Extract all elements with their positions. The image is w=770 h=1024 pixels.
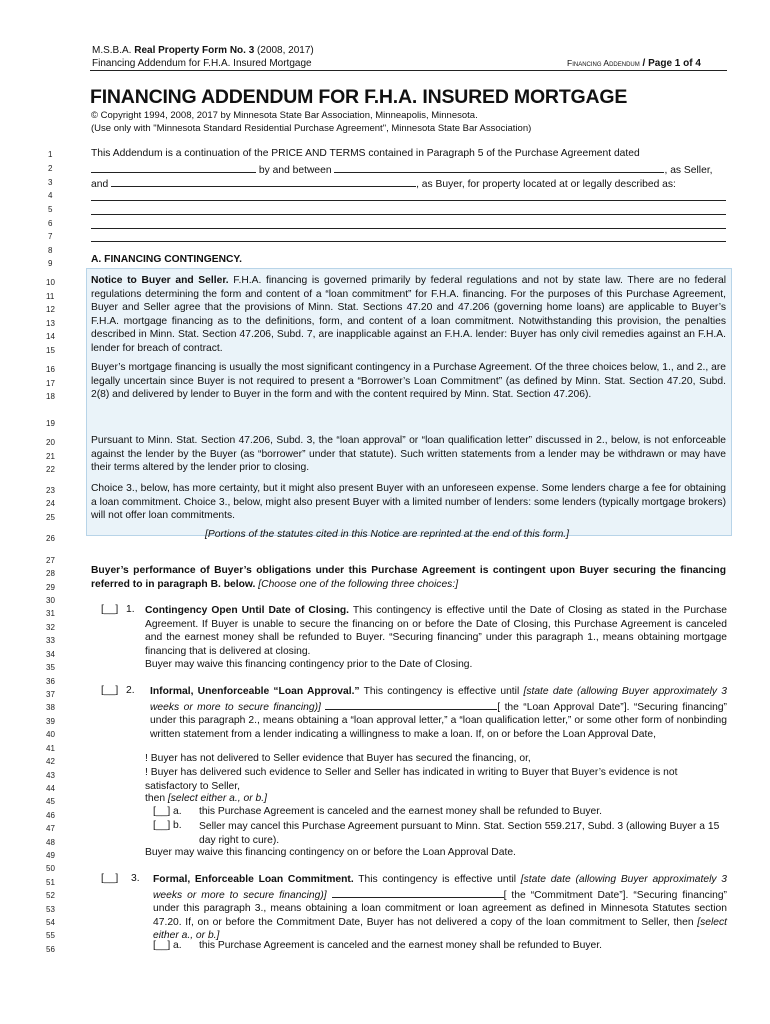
as-seller-label: , as Seller, [664,165,713,176]
as-buyer-label: , as Buyer, for property located at or legally described as: [416,179,676,190]
line-number: 40 [46,730,55,739]
line-number: 19 [46,419,55,428]
buyer-name-field[interactable] [111,176,416,187]
line-number: 44 [46,784,55,793]
line-number: 50 [46,864,55,873]
header-right [567,58,701,69]
line-number: 5 [48,205,53,214]
intro-line-3 [91,176,676,190]
line-number: 36 [46,677,55,686]
line-number: 41 [46,744,55,753]
line-number: 53 [46,905,55,914]
header-subtitle: Financing Addendum for F.H.A. Insured Mortgage [92,58,312,69]
choice-2-text-b: “Securing financing” under this paragraph 2., means obtaining a “loan approval letter,” a “loan qualification letter,” or some other form of nonbinding written statement from a lender indicating a willingness to make a loan. If, on or before the Loan Approval Date, [150,701,727,740]
line-number: 23 [46,486,55,495]
choice-2-option-a-text: this Purchase Agreement is canceled and the earnest money shall be refunded to Buyer. [199,806,602,817]
line-number: 10 [46,278,55,287]
line-number: 22 [46,465,55,474]
choice-2-option-b-text: Seller may cancel this Purchase Agreement pursuant to Minn. Stat. Section 559.217, Subd. 3 (allowing Buyer a 15 day right to cure). [199,821,720,846]
purchase-agreement-date-field[interactable] [91,162,256,173]
line-number: 43 [46,771,55,780]
line-number: 15 [46,346,55,355]
statutes-note: [Portions of the statutes cited in this Notice are reprinted at the end of this form.] [205,529,570,540]
line-number: 24 [46,499,55,508]
header-years: (2008, 2017) [257,45,314,56]
line-number: 21 [46,452,55,461]
notice-lead: Notice to Buyer and Seller. [91,275,229,286]
by-and-between-label: by and between [258,165,332,176]
line-number: 33 [46,636,55,645]
intro-line-1: This Addendum is a continuation of the PRICE AND TERMS contained in Paragraph 5 of the Purchase Agreement dated [91,148,640,159]
choice-3-option-a-text: this Purchase Agreement is canceled and the earnest money shall be refunded to Buyer. [199,940,602,951]
line-number: 32 [46,623,55,632]
line-number: 48 [46,838,55,847]
line-number: 51 [46,878,55,887]
line-number: 4 [48,191,53,200]
page-title: FINANCING ADDENDUM FOR F.H.A. INSURED MORTGAGE [90,86,628,108]
choice-1-waive: Buyer may waive this financing contingency prior to the Date of Closing. [145,659,473,670]
intro-line-2 [91,162,713,176]
choice-1-text: This contingency is effective until the Date of Closing as stated in the Purchase Agreement. If Buyer is unable to secure the financing on or before the Date of Closing, this Purchase Agreement is canceled and the earnest money shall be refunded to Buyer. “Securing financing” under this paragraph 1., means obtaining mortgage financing that is delivered at closing. [145,605,727,657]
line-number: 26 [46,534,55,543]
notice-text: F.H.A. financing is governed primarily by federal regulations and not by state law. There are no federal regulations determining the form and content of a “loan commitment” for F.H.A. financing. For the purposes of this Purchase Agreement, Buyer and Seller agree that the provisions of Minn. Stat. Sections 47.20 and 47.206 (governing home loans) are applicable to Buyer’s F.H.A. mortgage financing as to the definitions, form, and content of a loan commitment. Notwithstanding this provision, the penalties described in Minn. Stat. Section 47.206, Subd. 7, are inapplicable against an F.H.A. lender: Buyer has only civil remedies against an F.H.A. lender for breach of contract. [91,275,727,354]
property-description-line[interactable] [91,228,726,229]
header-right-label: Financing Addendum [567,58,640,68]
choice-1-checkbox[interactable]: [__] [101,604,119,615]
line-number: 49 [46,851,55,860]
choice-3-select: [select either a., or b.] [153,916,727,941]
choice-1-body [145,604,727,658]
choice-2-bullet-2: ! Buyer has delivered such evidence to Seller and Seller has indicated in writing to Buyer that Buyer’s evidence is not satisfactory to Seller, [145,767,678,792]
header-form-name: Real Property Form No. 3 [134,45,255,56]
line-number: 45 [46,797,55,806]
line-number: 52 [46,891,55,900]
usage-note: (Use only with "Minnesota Standard Residential Purchase Agreement", Minnesota State Bar Association) [91,123,532,134]
line-number: 13 [46,319,55,328]
property-description-line[interactable] [91,200,726,201]
line-number: 18 [46,392,55,401]
line-number: 2 [48,164,53,173]
line-number: 46 [46,811,55,820]
header-page: / Page 1 of 4 [642,58,701,69]
line-number: 38 [46,703,55,712]
choice-3-bracket: [ the “Commitment Date”]. [503,889,629,901]
line-number: 31 [46,609,55,618]
commitment-date-field[interactable] [332,887,504,898]
seller-name-field[interactable] [334,162,664,173]
notice-paragraph-1 [91,274,726,355]
line-number: 11 [46,292,55,301]
performance-paragraph [91,564,726,591]
choice-1-heading: Contingency Open Until Date of Closing. [145,605,350,616]
line-number: 9 [48,259,53,268]
choice-3-number: 3. [131,873,140,884]
choice-2-select: [select either a., or b.] [167,793,267,804]
choice-3-text-b: “Securing financing” under this paragraph 3., means obtaining a loan commitment or loan agreement as defined in Minnesota Statutes section 47.20. If, on or before the Commitment Date, Buyer has not delivered a copy of the loan commitment to Seller, then [153,889,727,928]
line-number: 14 [46,332,55,341]
line-number: 6 [48,219,53,228]
choice-2-then: then [145,793,166,804]
choice-2-then-line [145,793,267,804]
statutes-note-wrap [205,529,569,540]
line-number: 55 [46,931,55,940]
notice-paragraph-3: Pursuant to Minn. Stat. Section 47.206, Subd. 3, the “loan approval” or “loan qualification letter” discussed in 2., below, is not enforceable against the lender by the Buyer (as “borrower” under that statute). Such written statements from a lender may be withdrawn or may have their terms altered by the lender prior to closing. [91,435,726,473]
line-number: 37 [46,690,55,699]
choice-3-heading: Formal, Enforceable Loan Commitment. [153,874,354,885]
and-label: and [91,179,109,190]
line-number: 47 [46,824,55,833]
line-number: 56 [46,945,55,954]
line-number: 25 [46,513,55,522]
form-header [92,45,314,56]
choice-2-waive: Buyer may waive this financing contingency on or before the Loan Approval Date. [145,847,516,858]
choice-3-instruction: [state date (allowing Buyer approximately 3 weeks or more to secure financing)] [153,874,727,901]
loan-approval-date-field[interactable] [325,699,497,710]
line-number: 8 [48,246,53,255]
choice-2-body [150,685,727,741]
header-rule [90,70,727,71]
line-number: 7 [48,232,53,241]
notice-paragraph-4: Choice 3., below, has more certainty, but it might also present Buyer with an unforeseen expense. Some lenders charge a fee for obtaining a loan commitment. Choice 3., below, might also present Buyer with a limited number of lenders: some lenders (typically mortgage brokers) will not offer loan commitments. [91,483,726,521]
notice-paragraph-2: Buyer’s mortgage financing is usually the most significant contingency in a Purchase Agreement. Of the three choices below, 1., and 2., are legally uncertain since Buyer is not required to present a “Borrower’s Loan Commitment” (as defined by Minn. Stat. Section 47.20, Subd. 2(8) and delivered by lender to Buyer in the form and with the content required by Minn. Stat. Section 47.206). [91,362,726,400]
choice-2-checkbox[interactable]: [__] [101,685,119,696]
choice-2-option-a-checkbox[interactable]: [__] a. [153,806,182,817]
choice-1-number: 1. [126,604,135,615]
choice-2-bullet-1: ! Buyer has not delivered to Seller evidence that Buyer has secured the financing, or, [145,753,531,764]
property-description-line[interactable] [91,214,726,215]
choice-3-body [153,873,727,943]
choice-2-bracket: [ the “Loan Approval Date”]. [497,701,630,713]
section-a-heading: A. FINANCING CONTINGENCY. [91,254,243,265]
line-number: 28 [46,569,55,578]
choice-2-text-a: This contingency is effective until [363,686,520,697]
choice-2-option-b-checkbox[interactable]: [__] b. [153,820,182,831]
property-description-line[interactable] [91,241,726,242]
line-number: 34 [46,650,55,659]
line-number: 29 [46,583,55,592]
choice-3-option-a-checkbox[interactable]: [__] a. [153,940,182,951]
line-number: 17 [46,379,55,388]
choice-2-heading: Informal, Unenforceable “Loan Approval.” [150,686,360,697]
line-number: 30 [46,596,55,605]
line-number: 20 [46,438,55,447]
choice-3-text-a: This contingency is effective until [358,874,517,885]
line-number: 35 [46,663,55,672]
choice-2-number: 2. [126,685,135,696]
choice-2-instruction: [state date (allowing Buyer approximately 3 weeks or more to secure financing)] [150,686,727,713]
choose-instruction: [Choose one of the following three choices:] [258,578,459,590]
line-number: 54 [46,918,55,927]
line-number: 12 [46,305,55,314]
choice-3-checkbox[interactable]: [__] [101,873,119,884]
header-org: M.S.B.A. [92,45,132,56]
line-number: 27 [46,556,55,565]
line-number: 1 [48,150,53,159]
line-number: 42 [46,757,55,766]
performance-text: Buyer’s performance of Buyer’s obligations under this Purchase Agreement is contingent upon Buyer securing the financing referred to in paragraph B. below. [91,565,726,590]
line-number: 3 [48,178,53,187]
copyright-line: © Copyright 1994, 2008, 2017 by Minnesota State Bar Association, Minneapolis, Minnesota. [91,110,478,121]
line-number: 16 [46,365,55,374]
line-number: 39 [46,717,55,726]
